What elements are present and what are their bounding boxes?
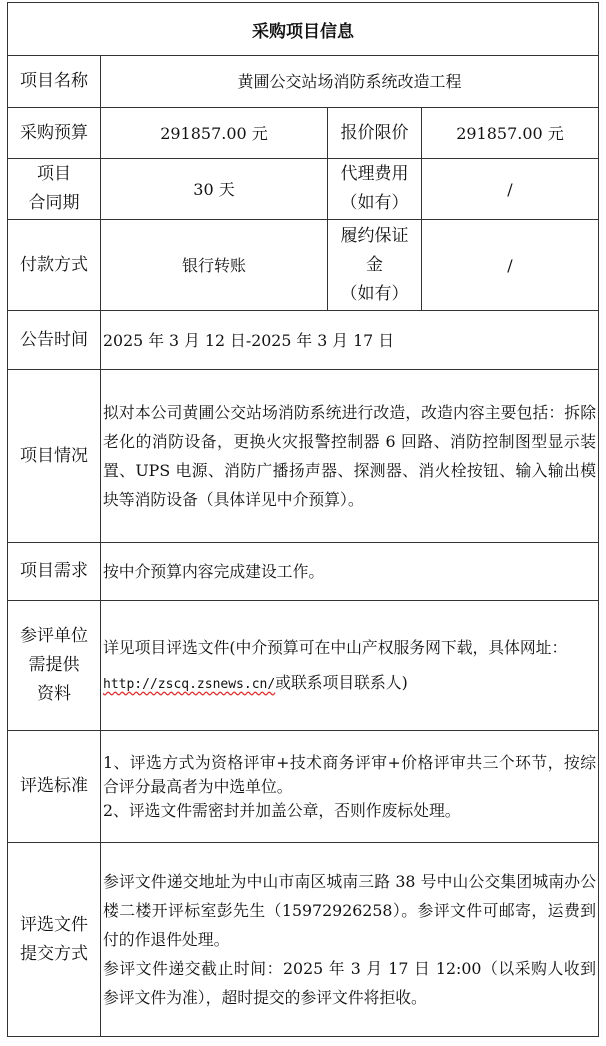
requirement-row [8,543,599,601]
announce-value: 2025 年 3 月 12 日-2025 年 3 月 17 日 [101,311,599,370]
submission-para-1: 参评文件递交地址为中山市南区城南三路 38 号中山公交集团城南办公楼二楼开评标室彭先生（15972926258）。参评文件可邮寄，运费到付的作退件处理。 [103,872,596,949]
announce-label: 公告时间 [8,311,101,370]
materials-label-line1: 参评单位 [20,626,88,646]
contract-row [8,159,599,220]
materials-url-suffix: 或联系项目联系人) [275,672,408,692]
budget-label: 采购预算 [8,108,101,159]
agency-label-line1: 代理费用 [340,164,409,184]
criteria-item-1: 1、评选方式为资格评审+技术商务评审+价格评审共三个环节，按综合评分最高者为中选单位。 [103,752,596,796]
payment-row [8,220,599,311]
situation-label: 项目情况 [8,370,101,543]
criteria-value [101,731,599,843]
announce-row [8,311,599,370]
criteria-row [8,731,599,843]
price-limit-value: 291857.00 元 [422,108,599,159]
project-name-row [8,56,599,108]
performance-bond-label [328,220,422,311]
submission-label-line2: 提交方式 [20,943,88,964]
submission-row [8,843,599,1037]
submission-value [101,843,599,1037]
payment-label: 付款方式 [8,220,101,311]
budget-row [8,108,599,159]
contract-label-line1: 项目 [37,164,71,184]
project-name-label: 项目名称 [8,56,101,108]
download-link[interactable]: http://zscq.zsnews.cn/ [103,676,276,692]
requirement-label: 项目需求 [8,543,101,601]
criteria-label: 评选标准 [8,731,101,843]
materials-text: 详见项目评选文件(中介预算可在中山产权服务网下载，具体网址： [103,637,568,657]
materials-label [8,601,101,731]
criteria-item-2: 2、评选文件需密封并加盖公章，否则作废标处理。 [103,800,461,820]
bond-label-line1: 履约保证 [340,225,409,246]
submission-label-line1: 评选文件 [20,914,88,935]
bond-label-line2: 金 [366,254,383,275]
materials-label-line3: 资料 [37,684,71,704]
bond-label-line3: （如有） [340,283,409,304]
budget-value: 291857.00 元 [101,108,328,159]
submission-label [8,843,101,1037]
submission-para-2: 参评文件递交截止时间：2025 年 3 月 17 日 12:00（以采购人收到参评文件为准），超时提交的参评文件将拒收。 [103,959,596,1007]
materials-row [8,601,599,731]
requirement-value: 按中介预算内容完成建设工作。 [101,543,599,601]
price-limit-label: 报价限价 [328,108,422,159]
situation-value: 拟对本公司黄圃公交站场消防系统进行改造，改造内容主要包括：拆除老化的消防设备，更换火灾报警控制器 6 回路、消防控制图型显示装置、UPS 电源、消防广播扬声器、探测器、消火栓按钮、输入输出模块等消防设备（具体详见中介预算）。 [101,370,599,543]
table-title: 采购项目信息 [8,3,599,56]
materials-value [101,601,599,731]
payment-value: 银行转账 [101,220,328,311]
title-row [8,3,599,56]
procurement-info-table [7,2,599,1037]
project-name-value: 黄圃公交站场消防系统改造工程 [101,56,599,108]
agency-fee-value: / [422,159,599,220]
agency-label-line2: （如有） [340,193,409,213]
agency-fee-label [328,159,422,220]
contract-label-line2: 合同期 [28,193,80,213]
contract-period-label [8,159,101,220]
contract-period-value: 30 天 [101,159,328,220]
materials-label-line2: 需提供 [28,655,80,675]
performance-bond-value: / [422,220,599,311]
situation-row [8,370,599,543]
